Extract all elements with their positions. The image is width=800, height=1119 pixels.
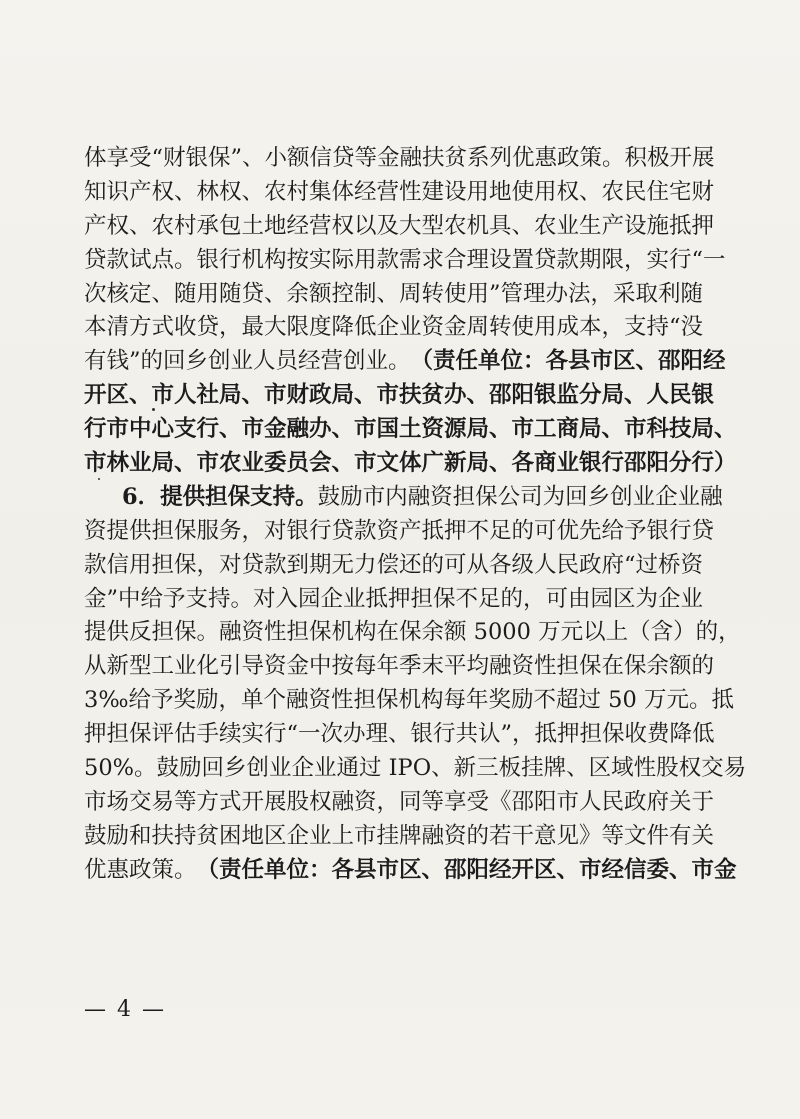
text-line: 本清方式收贷，最大限度降低企业资金周转使用成本，支持“没 bbox=[84, 314, 704, 341]
text-line: 资提供担保服务，对银行贷款资产抵押不足的可优先给予银行贷 bbox=[84, 517, 715, 544]
text-line: 知识产权、林权、农村集体经营性建设用地使用权、农民住宅财 bbox=[84, 178, 715, 205]
text-line: 有钱”的回乡创业人员经营创业。（责任单位：各县市区、邵阳经 bbox=[84, 345, 724, 378]
text-line: 3‰给予奖励，单个融资性担保机构每年奖励不超过 50 万元。抵 bbox=[84, 687, 734, 714]
responsibility-note: （责任单位：各县市区、邵阳经 bbox=[410, 348, 726, 375]
text-line: 产权、农村承包土地经营权以及大型农机具、农业生产设施抵押 bbox=[84, 212, 715, 239]
text-line: 金”中给予支持。对入园企业抵押担保不足的，可由园区为企业 bbox=[84, 585, 704, 612]
text-line: 鼓励和扶持贫困地区企业上市挂牌融资的若干意见》等文件有关 bbox=[84, 822, 715, 849]
text-line: 从新型工业化引导资金中按每年季末平均融资性担保在保余额的 bbox=[84, 653, 715, 680]
scan-speck bbox=[152, 408, 155, 411]
page-number: — 4 — bbox=[84, 997, 166, 1022]
document-body bbox=[84, 142, 747, 888]
text-line: 贷款试点。银行机构按实际用款需求合理设置贷款期限，实行“一 bbox=[84, 246, 726, 273]
text-line: 优惠政策。（责任单位：各县市区、邵阳经开区、市经信委、市金 bbox=[84, 854, 724, 887]
text-line: 款信用担保，对贷款到期无力偿还的可从各级人民政府“过桥资 bbox=[84, 551, 704, 578]
text-line: 50%。鼓励回乡创业企业通过 IPO、新三板挂牌、区域性股权交易 bbox=[84, 755, 747, 782]
text-line: 市场交易等方式开展股权融资，同等享受《邵阳市人民政府关于 bbox=[84, 788, 715, 815]
text-line: 押担保评估手续实行“一次办理、银行共认”，抵押担保收费降低 bbox=[84, 721, 715, 748]
text-line: 提供反担保。融资性担保机构在保余额 5000 万元以上（含）的， bbox=[84, 619, 741, 646]
text-line: 体享受“财银保”、小额信贷等金融扶贫系列优惠政策。积极开展 bbox=[84, 145, 715, 171]
scan-speck bbox=[98, 478, 100, 480]
responsibility-line: 市林业局、市农业委员会、市文体广新局、各商业银行邵阳分行） bbox=[84, 450, 737, 477]
text-line: 6．提供担保支持。鼓励市内融资担保公司为回乡创业企业融 bbox=[84, 481, 724, 514]
responsibility-note: （责任单位：各县市区、邵阳经开区、市经信委、市金 bbox=[196, 856, 737, 883]
responsibility-line: 开区、市人社局、市财政局、市扶贫办、邵阳银监分局、人民银 bbox=[84, 382, 715, 409]
responsibility-line: 行市中心支行、市金融办、市国土资源局、市工商局、市科技局、 bbox=[84, 416, 737, 443]
section-heading: 6．提供担保支持。 bbox=[122, 483, 318, 510]
text-line: 次核定、随用随贷、余额控制、周转使用”管理办法，采取利随 bbox=[84, 280, 704, 307]
